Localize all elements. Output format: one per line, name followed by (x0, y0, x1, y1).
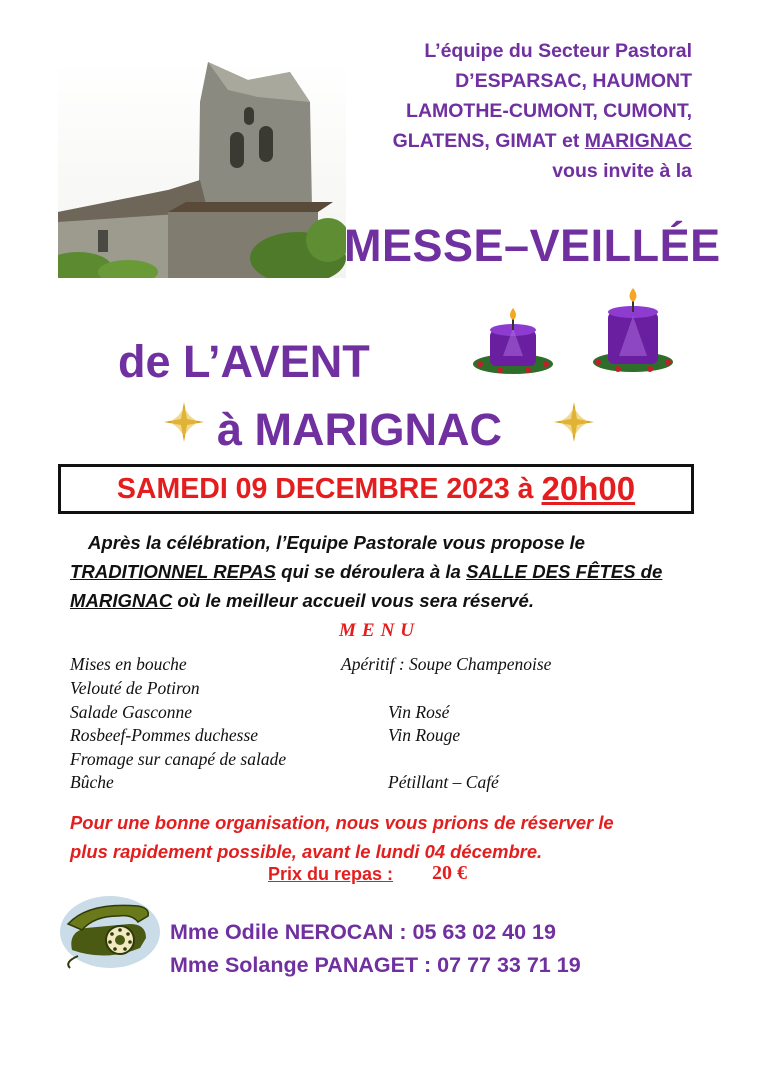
gold-star-icon (164, 402, 204, 442)
invitation-header (393, 36, 692, 186)
menu-drink: Apéritif : Soupe Champenoise (341, 654, 552, 674)
reservation-notice (70, 808, 720, 866)
intro-marignac: MARIGNAC (70, 590, 173, 611)
gold-star-icon (554, 402, 594, 442)
header-line-4 (393, 126, 692, 156)
menu-dish: Mises en bouche (70, 654, 187, 674)
reservation-line-2: plus rapidement possible, avant le lundi 04 décembre. (70, 841, 543, 862)
intro-traditionnel-repas: TRADITIONNEL REPAS (70, 561, 276, 582)
header-line-1: L’équipe du Secteur Pastoral (424, 40, 692, 62)
header-line-5: vous invite à la (552, 160, 692, 182)
header-line-3: LAMOTHE-CUMONT, CUMONT, (406, 100, 692, 122)
price-value: 20 € (432, 862, 467, 884)
header-line-2: D’ESPARSAC, HAUMONT (455, 70, 692, 92)
contact-nerocan: Mme Odile NEROCAN : 05 63 02 40 19 (170, 920, 556, 944)
price-label: Prix du repas : (268, 864, 394, 884)
event-time: 20h00 (541, 470, 636, 507)
title-messe-veillee: MESSE–VEILLÉE (344, 220, 721, 271)
intro-line-3 (70, 586, 710, 615)
header-line-4-text: GLATENS, GIMAT et (392, 130, 585, 152)
title-de-l-avent: de L’AVENT (118, 336, 370, 387)
reservation-line-1: Pour une bonne organisation, nous vous prions de réserver le (70, 812, 614, 833)
church-photo (58, 62, 346, 278)
menu-dish: Velouté de Potiron (70, 678, 200, 698)
event-date-box (58, 464, 694, 514)
menu-dish: Rosbeef-Pommes duchesse (70, 725, 259, 745)
menu-dish: Bûche (70, 772, 114, 792)
intro-salle-des-fetes: SALLE DES FÊTES de (466, 561, 663, 582)
telephone-icon (58, 894, 162, 970)
menu-drink: Vin Rosé (388, 702, 450, 722)
menu-drink: Pétillant – Café (388, 772, 499, 792)
intro-line-1: Après la célébration, l’Equipe Pastorale vous propose le (88, 532, 586, 553)
header-line-4-marignac: MARIGNAC (584, 130, 692, 152)
menu-dish: Salade Gasconne (70, 702, 192, 722)
menu-dish: Fromage sur canapé de salade (70, 749, 287, 769)
intro-line-2 (70, 557, 710, 586)
contact-panaget: Mme Solange PANAGET : 07 77 33 71 19 (170, 953, 581, 977)
advent-candle-icon (470, 306, 556, 378)
intro-paragraph (70, 528, 710, 615)
intro-line-3-text: où le meilleur accueil vous sera réservé. (172, 590, 535, 611)
title-a-marignac: à MARIGNAC (217, 404, 503, 455)
advent-candle-icon (590, 286, 676, 378)
menu-drink: Vin Rouge (388, 725, 461, 745)
menu-title: MENU (339, 620, 421, 641)
intro-line-2-text: qui se déroulera à la (275, 561, 467, 582)
event-date: SAMEDI 09 DECEMBRE 2023 à (116, 472, 534, 505)
